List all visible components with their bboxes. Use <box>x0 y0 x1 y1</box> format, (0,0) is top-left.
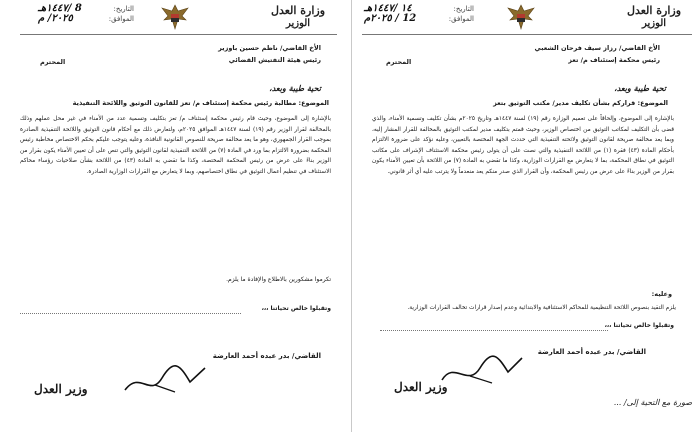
letter-body: بالإشارة إلى الموضوع، وحيث قام رئيس محكمة إستئناف م/ تعز بتكليف وتسمية عدد من الأمناء في غير محل عملهم وذلك بالمخالفة لقرار الوزير رقم (١٩) لسنة ١٤٤٧هـ الموافق ٢٠٢٥م، ولتعارض ذلك مع أحكام قانون التوثيق واللائحة التنفيذية الصادرة بموجب القرار الجمهوري، وهو ما يعد مخالفة صريحة للنصوص القانونية النافذة، وعليه يتوجب عليكم بحكم الاختصاص مخاطبة رئيس المحكمة بضرورة الالتزام بما ورد في المادة (٧) من اللائحة التنفيذية لقانون التوثيق والتي تنص على أن تعيين الأمناء يكون بقرار من الوزير بناءً على عرض من رئيس المحكمة المختصة، وكذا ما تقضي به المادة (٤٣) من اللائحة بشأن صلاحيات رؤساء محاكم الاستئناف في تنظيم أعمال التوثيق في نطاق اختصاصهم، وبما لا يتعارض مع القرارات الوزارية الصادرة. <box>20 116 331 175</box>
addressee-position: رئيس محكمة إستئناف م/ تعز <box>568 56 660 64</box>
signature-dotted-line <box>20 313 241 314</box>
honorific: المحترم <box>386 58 412 66</box>
addressee-name: الأخ القاضي/ ناظم حسين باوزير <box>218 44 321 52</box>
agreement-value: ٢٠٢٥/ م <box>38 13 73 24</box>
regards-line: وتقبلوا خالص تحياتنا ،،، <box>261 305 331 312</box>
subject-line: الموضوع: قراركم بشأن تكليف مدير/ مكتب التوثيق بتعز <box>493 99 668 107</box>
minister-title: وزير العدل <box>394 380 448 394</box>
eagle-emblem-icon <box>504 2 538 32</box>
addressee-block <box>40 42 321 66</box>
date-value: ١٤ /١٤٤٧هـ <box>364 3 412 14</box>
header-divider <box>20 34 337 35</box>
addressee-position: رئيس هيئة التفتيش القضائي <box>228 56 321 64</box>
date-label: التاريخ: <box>453 5 474 13</box>
eagle-emblem-icon <box>158 2 192 32</box>
ministry-title: الوزير <box>641 18 667 29</box>
subject-line: الموضوع: مطالبة رئيس محكمة إستئناف م/ تعز للقانون التوثيق واللائحة التنفيذية <box>72 99 329 107</box>
honorific: المحترم <box>40 58 66 66</box>
date-value: 8 /١٤٤٧هـ <box>38 3 82 14</box>
minister-title: وزير العدل <box>34 382 88 396</box>
therefore-heading: وعليه: <box>651 290 672 298</box>
addressee-block <box>386 42 660 66</box>
header-divider <box>362 34 692 35</box>
document-right <box>354 0 700 432</box>
document-left <box>0 0 352 432</box>
greeting: تحية طيبة وبعد، <box>269 83 321 93</box>
addressee-name: الأخ القاضي/ رزاز سيف فرحان الشعبي <box>534 44 660 52</box>
ministry-name: وزارة العدل <box>270 4 326 17</box>
signatory-name: القاضي/ بدر عبده أحمد العارضة <box>537 348 646 356</box>
document-meta <box>38 4 134 24</box>
regards-line: وتقبلوا خالص تحياتنا ،،، <box>604 322 674 329</box>
ministry-name: وزارة العدل <box>626 4 682 17</box>
ministry-header <box>616 4 692 30</box>
greeting: تحية طيبة وبعد، <box>614 83 666 93</box>
date-label: التاريخ: <box>113 5 134 13</box>
signatory-name: القاضي/ بدر عبده أحمد العارضة <box>212 352 321 360</box>
ministry-title: الوزير <box>285 18 311 29</box>
signature-icon <box>436 352 526 392</box>
signature-icon <box>120 360 210 400</box>
closing-line: تكرموا مشكورين بالاطلاع والإفادة ما يلزم. <box>226 276 331 283</box>
agreement-value: 12 / ٢٠٢٥م <box>364 13 417 24</box>
closing-line: يلزم التقيد بنصوص اللائحة التنظيمية للمحاكم الاستئنافية والابتدائية وعدم إصدار قرارات تخالف القرارات الوزارية. <box>407 305 676 311</box>
letter-body: بالإشارة إلى الموضوع، وإلحاقاً على تعميم الوزارة رقم (١٩) لسنة ١٤٤٧هـ وتاريخ ٢٠٢٥م بشأن تكليف وتسمية الأمناء، والذي قضى بأن التكليف لمكاتب التوثيق من اختصاص الوزير، وحيث قمتم بتكليف مدير لمكتب التوثيق بالمخالفة للقرار المشار إليه، وبما يعد مخالفة صريحة لقانون التوثيق ولائحته التنفيذية التي حددت الجهة المختصة بالتعيين، وعليه نؤكد على ضرورة الالتزام بأحكام المادة (٤٣) فقرة (١) من اللائحة التنفيذية والتي نصت على أن يتولى رئيس محكمة الاستئناف الإشراف على مكاتب التوثيق في نطاق المحكمة، بما لا يتعارض مع القرارات الوزارية، وكذا ما تقضي به المادة (٧) من اللائحة بأن تعيين الأمناء يكون بقرار من الوزير بناءً على عرض من رئيس المحكمة، وأن القرار الذي صدر منكم يعد منعدماً ولا يترتب عليه أي أثر قانوني. <box>372 116 674 175</box>
agreement-label: الموافق: <box>448 15 474 23</box>
signature-dotted-line <box>380 330 608 331</box>
document-meta <box>364 4 474 24</box>
agreement-label: الموافق: <box>108 15 134 23</box>
ministry-header <box>263 4 333 30</box>
handwritten-note: صورة مع التحية إلى/ ... <box>613 398 692 407</box>
